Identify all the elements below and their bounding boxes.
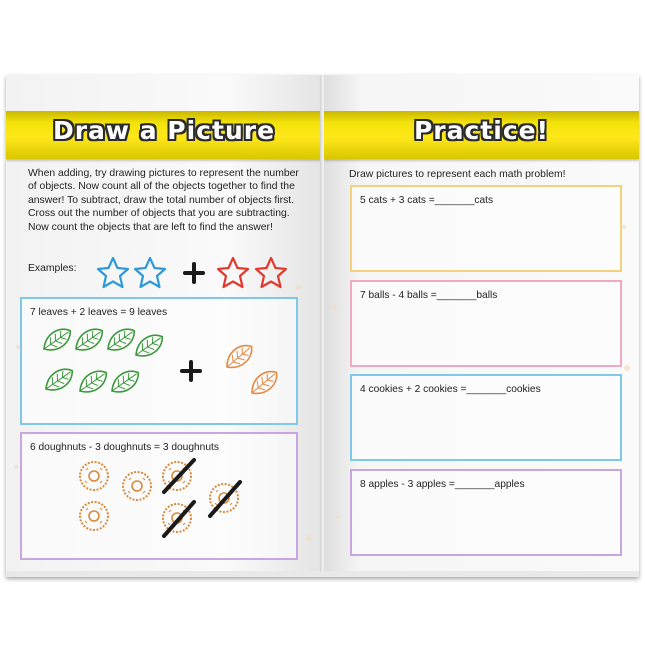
addition-equation: 7 leaves + 2 leaves = 9 leaves bbox=[30, 307, 168, 318]
star-example bbox=[28, 256, 318, 292]
decor-dot bbox=[336, 515, 340, 519]
green-leaf-icon bbox=[71, 324, 107, 356]
decor-dot bbox=[622, 225, 626, 229]
title-banner bbox=[324, 111, 639, 159]
orange-leaf-icon bbox=[247, 366, 282, 399]
plus-icon bbox=[182, 362, 200, 380]
green-leaf-icon bbox=[75, 366, 111, 398]
practice-prompt: Draw pictures to represent each math problem! bbox=[349, 169, 566, 180]
practice-problem: 4 cookies + 2 cookies =_______cookies bbox=[360, 384, 541, 395]
left-page bbox=[6, 75, 322, 571]
page-title: Practice! bbox=[413, 116, 550, 145]
right-page bbox=[324, 75, 639, 571]
page-title: Draw a Picture bbox=[52, 116, 276, 145]
red-star-icon bbox=[218, 258, 248, 287]
examples-row bbox=[28, 256, 318, 292]
doughnut-icon bbox=[80, 502, 108, 530]
subtraction-equation: 6 doughnuts - 3 doughnuts = 3 doughnuts bbox=[30, 442, 219, 453]
practice-problem: 5 cats + 3 cats =_______cats bbox=[360, 195, 494, 206]
decor-dot bbox=[624, 365, 630, 371]
practice-box[interactable] bbox=[350, 185, 622, 272]
leaves-illustration bbox=[22, 323, 296, 423]
title-banner bbox=[6, 111, 322, 159]
decor-dot bbox=[306, 535, 312, 541]
decor-dot bbox=[14, 465, 18, 469]
green-leaf-icon bbox=[107, 366, 143, 398]
cross-out-line bbox=[210, 482, 240, 516]
green-leaf-icon bbox=[131, 330, 167, 362]
practice-problem: 8 apples - 3 apples =_______apples bbox=[360, 479, 525, 490]
examples-label: Examples: bbox=[28, 263, 77, 274]
orange-leaf-icon bbox=[222, 340, 257, 373]
subtraction-example-box bbox=[20, 432, 298, 560]
doughnuts-illustration bbox=[22, 456, 296, 556]
open-book bbox=[6, 75, 639, 577]
addition-example-box bbox=[20, 297, 298, 425]
plus-icon bbox=[185, 264, 203, 282]
red-star-icon bbox=[256, 258, 286, 287]
practice-problem: 7 balls - 4 balls =_______balls bbox=[360, 290, 498, 301]
green-leaf-icon bbox=[41, 364, 77, 396]
decor-dot bbox=[332, 305, 337, 310]
practice-box[interactable] bbox=[350, 469, 622, 556]
doughnut-icon bbox=[80, 462, 108, 490]
practice-box[interactable] bbox=[350, 374, 622, 461]
blue-star-icon bbox=[135, 258, 165, 287]
green-leaf-icon bbox=[103, 324, 139, 356]
doughnut-icon bbox=[123, 472, 151, 500]
green-leaf-icon bbox=[39, 324, 75, 356]
blue-star-icon bbox=[98, 258, 128, 287]
practice-box[interactable] bbox=[350, 280, 622, 367]
instructions-text: When adding, try drawing pictures to represent the number of objects. Now count all of the objects together to find the answer! To subtract, draw the total number of objects first. Cross out the number of objects that you are subtracting. Now count the objects that are left to find the answer! bbox=[28, 168, 299, 233]
